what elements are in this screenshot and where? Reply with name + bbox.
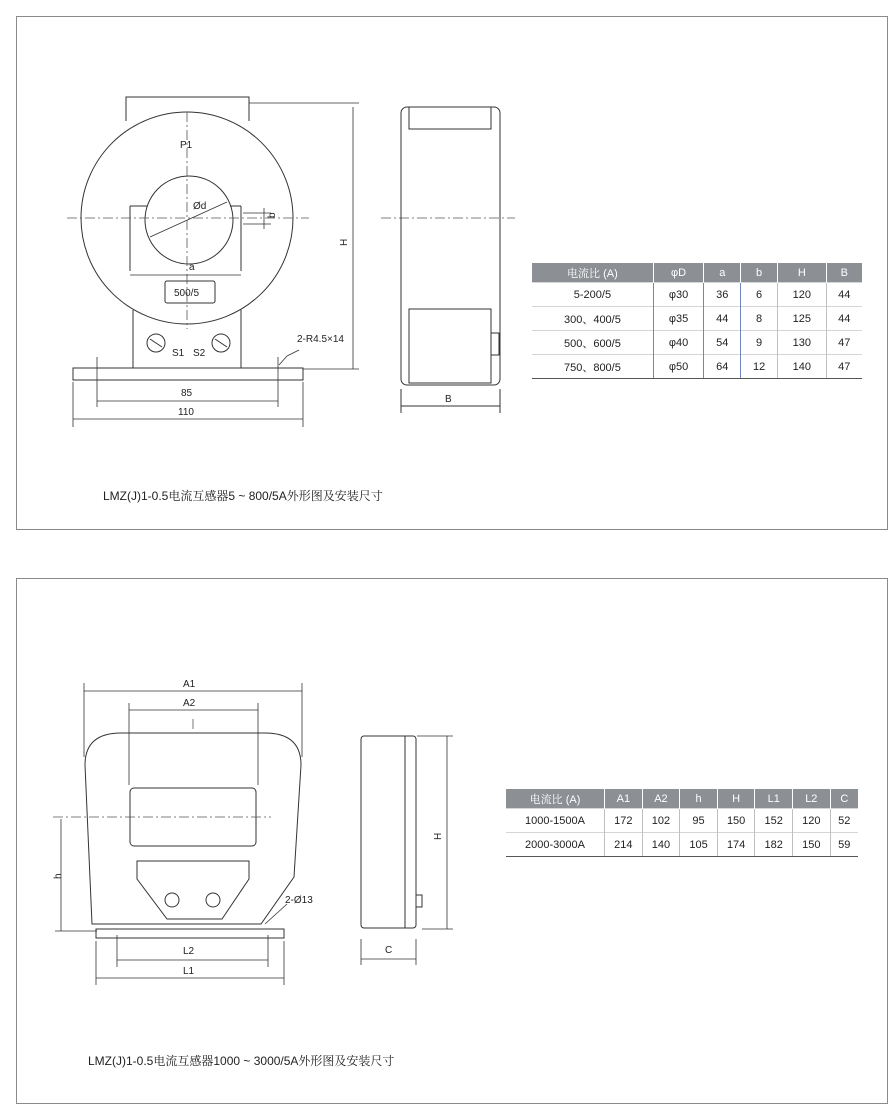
label-s1: S1 bbox=[172, 348, 185, 359]
cell: 102 bbox=[642, 809, 680, 833]
label-b-side: B bbox=[445, 394, 452, 405]
slot-sides bbox=[130, 206, 241, 271]
label-a: a bbox=[189, 262, 195, 273]
cell: 300、400/5 bbox=[532, 307, 653, 331]
terminal-2 bbox=[206, 893, 220, 907]
mount-plate bbox=[73, 368, 303, 380]
header-ratio: 电流比 (A) bbox=[532, 263, 653, 283]
cell: 59 bbox=[830, 833, 858, 857]
side-terminal bbox=[416, 895, 422, 907]
caption-5-800a: LMZ(J)1-0.5电流互感器5 ~ 800/5A外形图及安装尺寸 bbox=[103, 489, 383, 503]
cell: 150 bbox=[717, 809, 755, 833]
side-top-tab bbox=[409, 107, 491, 129]
cell: 105 bbox=[680, 833, 718, 857]
table-header-row bbox=[506, 789, 858, 809]
cell: 500、600/5 bbox=[532, 331, 653, 355]
terminal-1 bbox=[165, 893, 179, 907]
label-h-small: h bbox=[53, 873, 64, 879]
label-phi-d: Ød bbox=[193, 201, 207, 212]
table-row bbox=[532, 355, 862, 379]
table-row bbox=[532, 331, 862, 355]
label-b: b bbox=[267, 212, 278, 218]
table-row bbox=[506, 809, 858, 833]
cell: 12 bbox=[741, 355, 778, 379]
cell: 52 bbox=[830, 809, 858, 833]
cell: 214 bbox=[605, 833, 643, 857]
cell: 64 bbox=[704, 355, 741, 379]
cell: 174 bbox=[717, 833, 755, 857]
header-l1: L1 bbox=[755, 789, 793, 809]
side-terminal bbox=[491, 333, 499, 355]
label-l2: L2 bbox=[183, 946, 195, 957]
spec-table-1000-3000a bbox=[506, 789, 858, 857]
body-outline bbox=[85, 733, 301, 924]
cell: 47 bbox=[826, 355, 862, 379]
header-h-small: h bbox=[680, 789, 718, 809]
header-a2: A2 bbox=[642, 789, 680, 809]
label-h: H bbox=[433, 832, 444, 840]
label-l1: L1 bbox=[183, 966, 195, 977]
cell: 120 bbox=[793, 809, 831, 833]
label-a1: A1 bbox=[183, 679, 196, 690]
cell: 95 bbox=[680, 809, 718, 833]
header-l2: L2 bbox=[793, 789, 831, 809]
cell: 125 bbox=[778, 307, 827, 331]
side-bottom-block bbox=[409, 309, 491, 383]
label-nameplate: 500/5 bbox=[174, 288, 200, 299]
cell: 36 bbox=[704, 283, 741, 307]
table-header-row bbox=[532, 263, 862, 283]
cell: φ40 bbox=[653, 331, 703, 355]
inner-opening bbox=[145, 176, 233, 264]
cell: 140 bbox=[642, 833, 680, 857]
label-s2: S2 bbox=[193, 348, 206, 359]
cell: 54 bbox=[704, 331, 741, 355]
header-h: H bbox=[717, 789, 755, 809]
header-ratio: 电流比 (A) bbox=[506, 789, 605, 809]
cell: 2000-3000A bbox=[506, 833, 605, 857]
cell: 9 bbox=[741, 331, 778, 355]
table-row bbox=[506, 833, 858, 857]
cell: 120 bbox=[778, 283, 827, 307]
cell: 182 bbox=[755, 833, 793, 857]
cell: 47 bbox=[826, 331, 862, 355]
cell: 1000-1500A bbox=[506, 809, 605, 833]
cell: φ50 bbox=[653, 355, 703, 379]
cell: 5-200/5 bbox=[532, 283, 653, 307]
header-b: b bbox=[741, 263, 778, 283]
cell: 6 bbox=[741, 283, 778, 307]
cell: φ30 bbox=[653, 283, 703, 307]
spec-table-5-800a bbox=[532, 263, 862, 379]
label-c: C bbox=[385, 945, 393, 956]
header-bb: B bbox=[826, 263, 862, 283]
top-tab bbox=[126, 97, 249, 121]
table-row bbox=[532, 307, 862, 331]
header-phid: φD bbox=[653, 263, 703, 283]
cell: 130 bbox=[778, 331, 827, 355]
side-body bbox=[361, 736, 416, 928]
header-a1: A1 bbox=[605, 789, 643, 809]
cell: 44 bbox=[826, 307, 862, 331]
label-p1: P1 bbox=[180, 140, 193, 151]
cell: 140 bbox=[778, 355, 827, 379]
side-body bbox=[401, 107, 500, 385]
label-holes: 2-R4.5×14 bbox=[297, 334, 344, 345]
cell: 44 bbox=[826, 283, 862, 307]
label-110: 110 bbox=[178, 407, 194, 418]
label-h: H bbox=[339, 238, 350, 246]
header-h: H bbox=[778, 263, 827, 283]
cell: φ35 bbox=[653, 307, 703, 331]
header-c: C bbox=[830, 789, 858, 809]
base-plate bbox=[96, 929, 284, 938]
cell: 8 bbox=[741, 307, 778, 331]
terminal-box bbox=[137, 861, 249, 919]
cell: 750、800/5 bbox=[532, 355, 653, 379]
cell: 172 bbox=[605, 809, 643, 833]
label-85: 85 bbox=[181, 388, 193, 399]
label-a2: A2 bbox=[183, 698, 196, 709]
cell: 150 bbox=[793, 833, 831, 857]
cell: 152 bbox=[755, 809, 793, 833]
caption-1000-3000a: LMZ(J)1-0.5电流互感器1000 ~ 3000/5A外形图及安装尺寸 bbox=[88, 1054, 395, 1068]
table-row bbox=[532, 283, 862, 307]
header-a: a bbox=[704, 263, 741, 283]
label-holes: 2-Ø13 bbox=[285, 895, 313, 906]
cell: 44 bbox=[704, 307, 741, 331]
